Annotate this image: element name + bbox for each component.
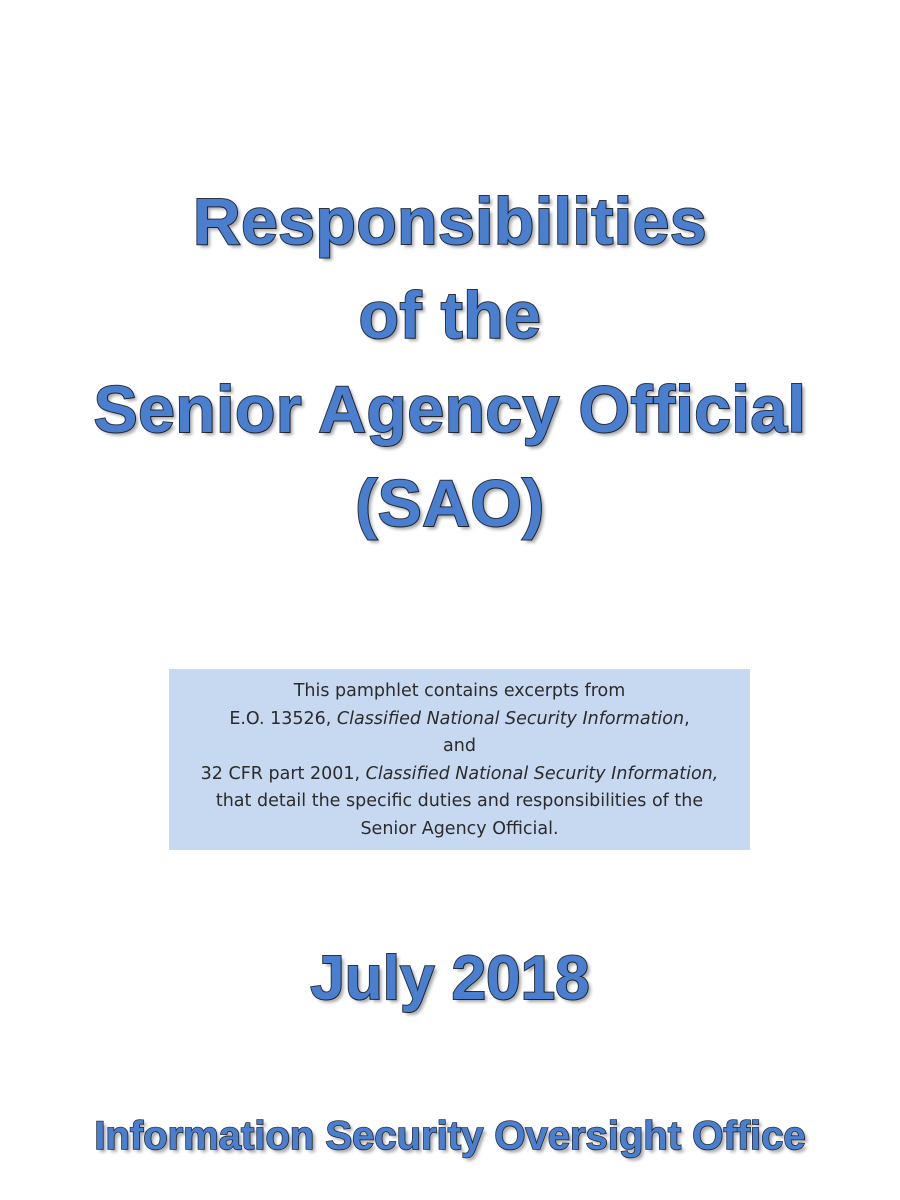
info-line-2 <box>169 706 750 734</box>
info-line-4-prefix: 32 CFR part 2001, <box>200 763 366 784</box>
title-line-4: (SAO) <box>355 466 545 540</box>
info-line-4-italic: Classified National Security Information, <box>365 763 719 784</box>
title-line-1: Responsibilities <box>192 184 708 258</box>
title-line-3: Senior Agency Official <box>93 372 807 446</box>
info-line-2-suffix: , <box>684 708 690 729</box>
info-line-2-prefix: E.O. 13526, <box>229 708 337 729</box>
info-line-1: This pamphlet contains excerpts from <box>293 681 626 701</box>
info-line-5: that detail the specific duties and responsibilities of the <box>215 791 704 811</box>
info-line-3: and <box>443 736 476 756</box>
title-line-2: of the <box>358 278 542 352</box>
organization-name: Information Security Oversight Office <box>94 1114 806 1158</box>
info-line-2-italic: Classified National Security Information <box>336 708 685 729</box>
info-line-6: Senior Agency Official. <box>360 818 559 839</box>
info-line-4 <box>169 761 750 789</box>
publication-date: July 2018 <box>310 944 590 1013</box>
info-box <box>169 669 750 850</box>
